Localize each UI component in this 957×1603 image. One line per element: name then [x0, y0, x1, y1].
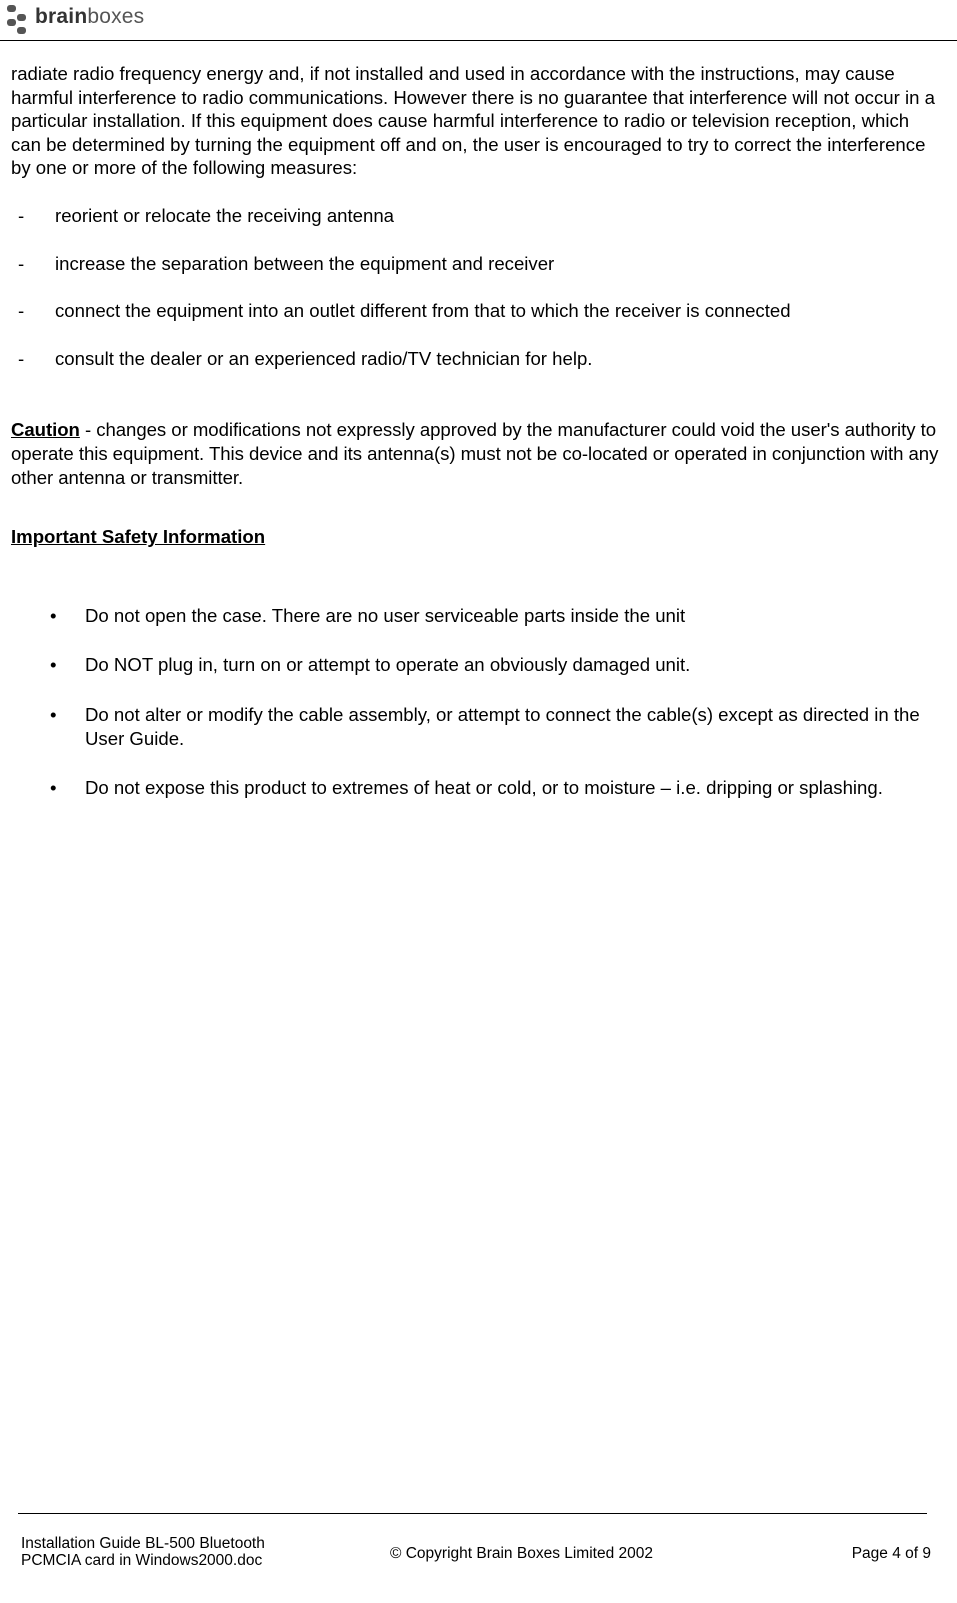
list-item: - connect the equipment into an outlet different from that to which the receiver is connected — [18, 300, 791, 322]
list-item: • Do NOT plug in, turn on or attempt to operate an obviously damaged unit. — [50, 654, 691, 676]
caution-label: Caution — [11, 419, 80, 441]
document-name: Installation Guide BL-500 Bluetooth PCMCIA card in Windows2000.doc — [21, 1535, 265, 1569]
list-item: - reorient or relocate the receiving antenna — [18, 204, 395, 226]
caution-paragraph: Caution - changes or modifications not expressly approved by the manufacturer could void the user's authority to operate this equipment. This device and its antenna(s) must not be co-located or operated in conjunction with any other antenna or transmitter. — [11, 419, 939, 488]
list-item: • Do not open the case. There are no user serviceable parts inside the unit — [50, 604, 686, 626]
page-body — [11, 62, 941, 800]
interference-measures-list — [11, 204, 941, 370]
safety-heading: Important Safety Information — [11, 526, 266, 548]
list-item: • Do not alter or modify the cable assembly, or attempt to connect the cable(s) except as directed in the User Guide. — [50, 703, 920, 749]
brainboxes-logo — [4, 4, 144, 36]
safety-list — [11, 604, 941, 800]
intro-paragraph: radiate radio frequency energy and, if not installed and used in accordance with the instructions, may cause harmful interference to radio communications. However there is no guarantee that interference will not occur in a particular installation. If this equipment does cause harmful interference to radio or television reception, which can be determined by turning the equipment off and on, the user is encouraged to try to correct the interference by one or more of the following measures: — [11, 63, 935, 179]
list-item: - increase the separation between the equipment and receiver — [18, 252, 555, 274]
logo-wordmark: brainboxes — [35, 5, 145, 28]
page-header — [0, 0, 957, 41]
logo-mark-icon — [4, 4, 34, 36]
copyright-notice: © Copyright Brain Boxes Limited 2002 — [390, 1545, 654, 1562]
footer-divider — [18, 1513, 927, 1514]
list-item: - consult the dealer or an experienced radio/TV technician for help. — [18, 347, 593, 369]
page-number: Page 4 of 9 — [851, 1545, 931, 1562]
list-item: • Do not expose this product to extremes of heat or cold, or to moisture – i.e. dripping or splashing. — [50, 777, 883, 799]
